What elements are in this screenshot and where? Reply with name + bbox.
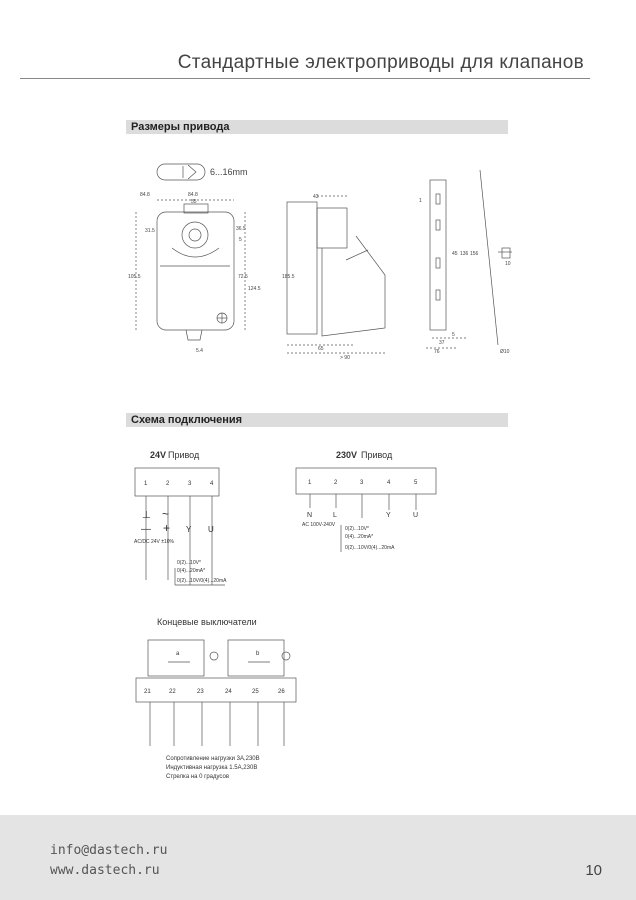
supply-230v: AC 100V-240V	[302, 522, 336, 528]
section-title-wiring: Схема подключения	[131, 414, 243, 426]
actuator-side-view	[287, 202, 317, 334]
ground-symbol: ⊥	[142, 510, 151, 521]
dim-label: 105.5	[128, 274, 141, 280]
supply-24v: AC/DC 24V ±10%	[134, 539, 174, 545]
terminal-number: 3	[360, 480, 364, 486]
switch-a-housing	[148, 640, 204, 676]
dim-label: 136	[460, 251, 469, 257]
terminal-number: 1	[308, 480, 312, 486]
page-footer	[0, 815, 636, 900]
dim-label: 84.8	[140, 192, 150, 198]
dim-label: 84.8	[188, 192, 198, 198]
signal-230v: 0(4)...20mA*	[345, 534, 374, 540]
plus-symbol: +	[163, 521, 171, 535]
dimensions-drawing	[0, 140, 636, 380]
section-bar-dimensions	[126, 120, 508, 134]
voltage-label-24v: 24V	[150, 450, 167, 460]
terminal-number: 4	[210, 481, 214, 487]
voltage-label-230v: 230V	[336, 450, 358, 460]
terminal-number: 25	[252, 689, 259, 695]
n-symbol: N	[307, 512, 313, 519]
limit-note: Индуктивная нагрузка 1.5А,230В	[166, 765, 258, 771]
terminal-number: 21	[144, 689, 151, 695]
switch-b-housing	[228, 640, 284, 676]
mounting-bracket-view	[430, 180, 446, 330]
terminal-number: 1	[144, 481, 148, 487]
limit-note: Стрелка на 0 градусов	[166, 774, 230, 780]
terminal-number: 3	[188, 481, 192, 487]
terminal-number: 22	[169, 689, 176, 695]
terminal-block-24v	[135, 468, 219, 496]
dim-label: 76	[434, 349, 440, 355]
signal-24v: 0(2)...10V*	[177, 560, 201, 566]
section-title-dimensions: Размеры привода	[131, 121, 230, 133]
shaft-range-label: 6...16mm	[210, 167, 248, 177]
page-header-title: Стандартные электроприводы для клапанов	[177, 52, 584, 73]
signal-24v: 0(2)...10V/0(4)...20mA	[177, 578, 227, 584]
u-symbol: U	[208, 525, 214, 534]
l-symbol: L	[333, 512, 337, 519]
dim-label: > 90	[340, 355, 350, 361]
page-number: 10	[585, 862, 602, 879]
header-divider	[20, 78, 590, 79]
dim-label: 65	[318, 346, 324, 352]
dim-label: 185.5	[282, 274, 295, 280]
dim-label: 31.5	[145, 228, 155, 234]
limit-switches-title: Концевые выключатели	[157, 617, 257, 627]
terminal-number: 4	[387, 480, 391, 486]
dim-label: 156	[470, 251, 479, 257]
dim-label: 55	[191, 199, 197, 205]
minus-symbol: —	[141, 524, 151, 535]
switch-b-label: b	[256, 651, 260, 657]
terminal-number: 2	[166, 481, 170, 487]
footer-email-link[interactable]: info@dastech.ru	[50, 843, 168, 858]
dim-label: 36.5	[236, 226, 246, 232]
terminal-number: 24	[225, 689, 232, 695]
y-symbol: Y	[186, 525, 192, 534]
dim-label: 124.5	[248, 286, 261, 292]
shaft-symbol	[157, 164, 205, 180]
footer-website-link[interactable]: www.dastech.ru	[50, 863, 160, 878]
actuator-title-230v: Привод	[361, 450, 393, 460]
limit-note: Сопротивление нагрузки 3А,230В	[166, 756, 260, 762]
dim-label: 45	[452, 251, 458, 257]
dim-label: 1	[419, 198, 422, 204]
signal-230v: 0(2)...10V/0(4)...20mA	[345, 545, 395, 551]
dim-label: 5.4	[196, 348, 203, 354]
dim-label: 72.5	[238, 274, 248, 280]
dim-label: Ø10	[500, 349, 510, 355]
dim-label: 5	[239, 237, 242, 243]
terminal-number: 2	[334, 480, 338, 486]
wiring-diagram	[0, 440, 636, 800]
actuator-front-view	[157, 212, 234, 330]
terminal-number: 5	[414, 480, 418, 486]
dim-label: 43	[313, 194, 319, 200]
dim-label: 37	[439, 340, 445, 346]
section-bar-wiring	[126, 413, 508, 427]
y-symbol: Y	[386, 512, 391, 519]
terminal-number: 26	[278, 689, 285, 695]
actuator-title-24v: Привод	[168, 450, 200, 460]
signal-230v: 0(2)...10V*	[345, 526, 369, 532]
signal-24v: 0(4)...20mA*	[177, 568, 206, 574]
terminal-block-limit	[136, 678, 296, 702]
ac-symbol: ~	[162, 507, 170, 521]
dim-label: 10	[505, 261, 511, 267]
switch-a-label: a	[176, 651, 180, 657]
dim-label: 5	[452, 332, 455, 338]
u-symbol: U	[413, 512, 419, 519]
terminal-number: 23	[197, 689, 204, 695]
